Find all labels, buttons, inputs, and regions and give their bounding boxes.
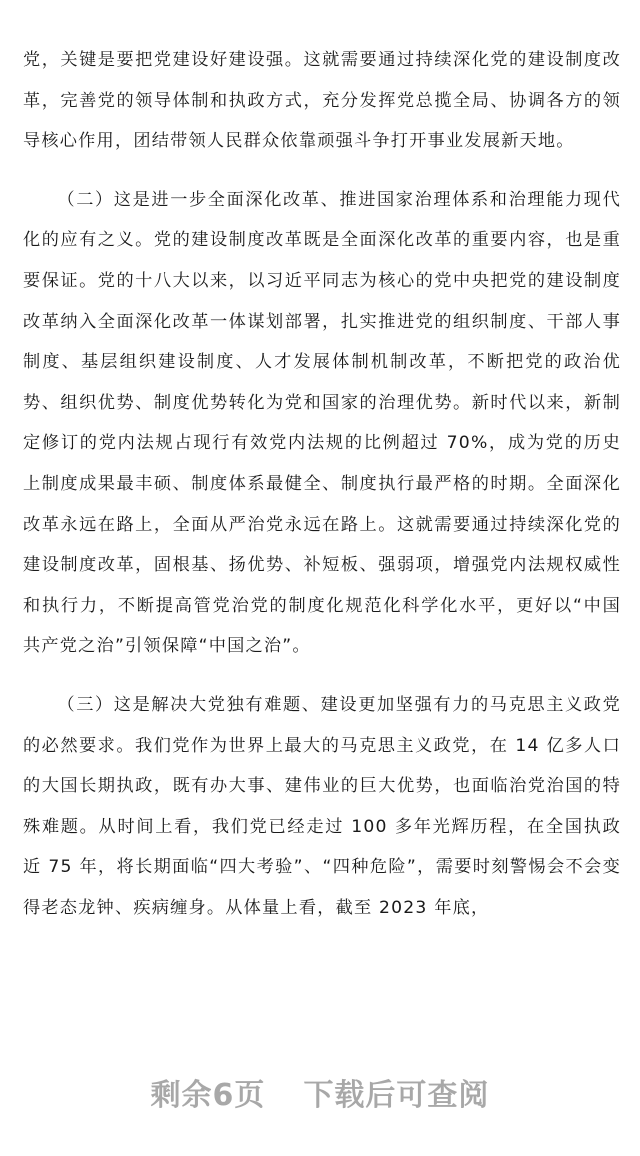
download-prompt-banner[interactable] [0, 1070, 640, 1114]
download-to-view-label: 下载后可查阅 [303, 1078, 490, 1113]
remaining-pages-label: 剩余6页 [150, 1078, 266, 1113]
document-body [23, 40, 621, 928]
paragraph-2: （二）这是进一步全面深化改革、推进国家治理体系和治理能力现代化的应有之义。党的建设制度改革既是全面深化改革的重要内容，也是重要保证。党的十八大以来，以习近平同志为核心的党中央把党的建设制度改革纳入全面深化改革一体谋划部署，扎实推进党的组织制度、干部人事制度、基层组织建设制度、人才发展体制机制改革，不断把党的政治优势、组织优势、制度优势转化为党和国家的治理优势。新时代以来，新制定修订的党内法规占现行有效党内法规的比例超过 70%，成为党的历史上制度成果最丰硕、制度体系最健全、制度执行最严格的时期。全面深化改革永远在路上，全面从严治党永远在路上。这就需要通过持续深化党的建设制度改革，固根基、扬优势、补短板、强弱项，增强党内法规权威性和执行力，不断提高管党治党的制度化规范化科学化水平，更好以“中国共产党之治”引领保障“中国之治”。 [23, 189, 621, 657]
paragraph-3: （三）这是解决大党独有难题、建设更加坚强有力的马克思主义政党的必然要求。我们党作为世界上最大的马克思主义政党，在 14 亿多人口的大国长期执政，既有办大事、建伟业的巨大优势，也面临治党治国的特殊难题。从时间上看，我们党已经走过 100 多年光辉历程，在全国执政近 75 年，将长期面临“四大考验”、“四种危险”，需要时刻警惕会不会变得老态龙钟、疾病缠身。从体量上看，截至 2023 年底， [23, 694, 621, 918]
paragraph-1: 党，关键是要把党建设好建设强。这就需要通过持续深化党的建设制度改革，完善党的领导体制和执政方式，充分发挥党总揽全局、协调各方的领导核心作用，团结带领人民群众依靠顽强斗争打开事业发展新天地。 [23, 50, 621, 152]
